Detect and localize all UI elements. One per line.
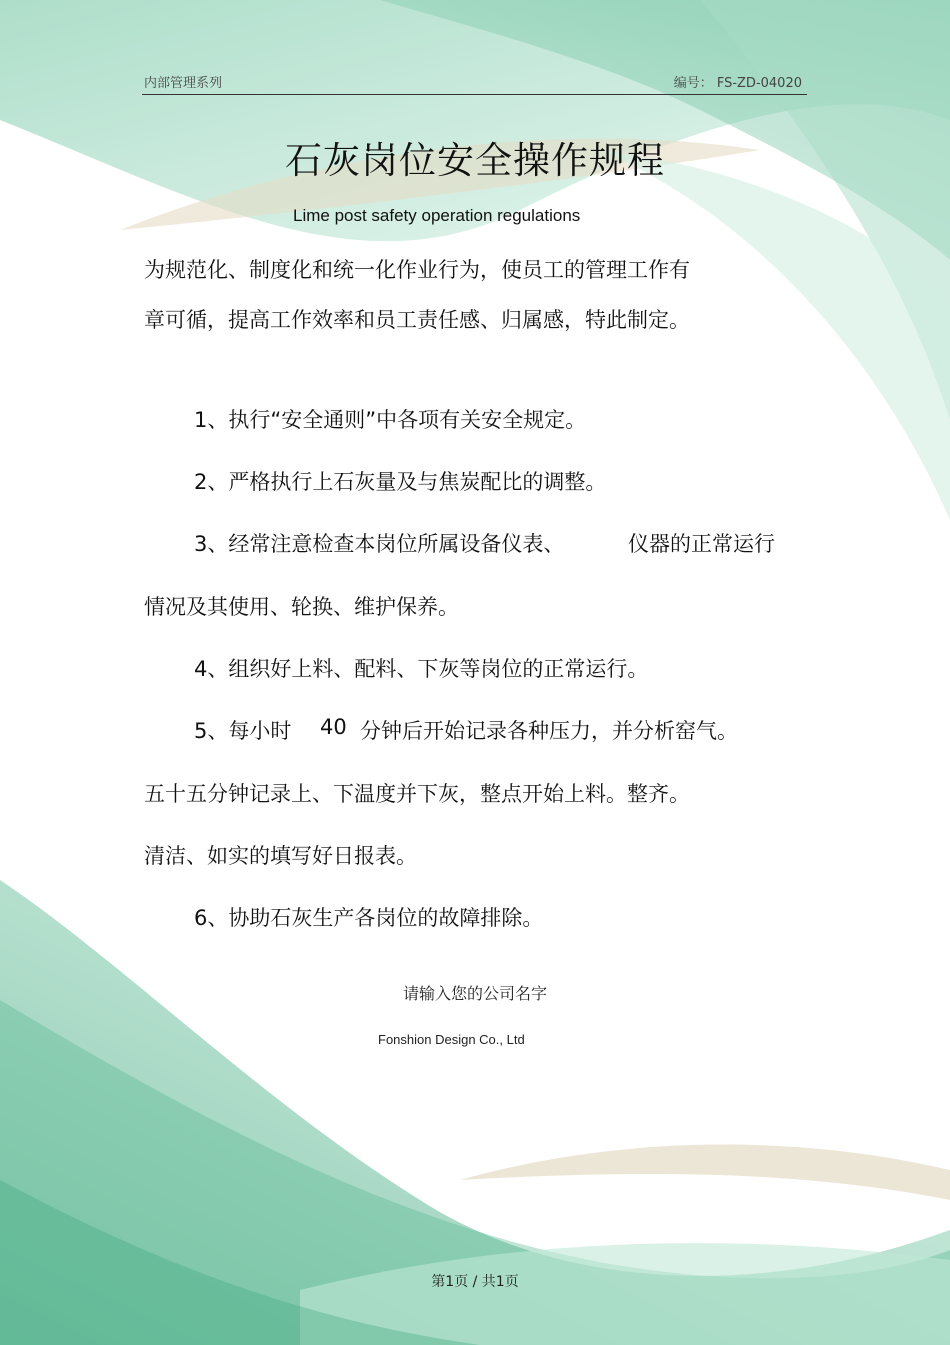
company-name-cn: 请输入您的公司名字 xyxy=(402,984,547,1003)
rule-item-2: 2、严格执行上石灰量及与焦炭配比的调整。 xyxy=(194,470,607,494)
rule-item-4: 4、组织好上料、配料、下灰等岗位的正常运行。 xyxy=(194,657,649,681)
rule-item-5-part-e: 清洁、如实的填写好日报表。 xyxy=(144,844,417,868)
page-number: 第1页 / 共1页 xyxy=(431,1274,519,1290)
intro-line-1: 为规范化、制度化和统一化作业行为，使员工的管理工作有 xyxy=(144,258,690,282)
rule-item-6: 6、协助石灰生产各岗位的故障排除。 xyxy=(194,906,544,930)
rule-item-3-part-c: 情况及其使用、轮换、维护保养。 xyxy=(144,595,459,619)
header-series: 内部管理系列 xyxy=(144,76,223,91)
rule-item-5-part-d: 五十五分钟记录上、下温度并下灰，整点开始上料。整齐。 xyxy=(144,782,690,806)
rule-item-5-number: 40 xyxy=(320,715,347,739)
rule-item-5-part-c: 分钟后开始记录各种压力，并分析窑气。 xyxy=(360,719,738,743)
company-name-en: Fonshion Design Co., Ltd xyxy=(378,1032,525,1047)
rule-item-3-part-a: 3、经常注意检查本岗位所属设备仪表、 xyxy=(194,532,565,556)
header-code: 编号： FS-ZD-04020 xyxy=(673,76,802,91)
document-subtitle: Lime post safety operation regulations xyxy=(293,206,581,225)
intro-line-2: 章可循，提高工作效率和员工责任感、归属感，特此制定。 xyxy=(144,308,690,332)
rule-item-3-part-b: 仪器的正常运行 xyxy=(628,532,775,556)
rule-item-5-part-a: 5、每小时 xyxy=(194,719,292,743)
document-title: 石灰岗位安全操作规程 xyxy=(285,139,665,182)
rule-item-1: 1、执行“安全通则”中各项有关安全规定。 xyxy=(194,408,587,432)
header-divider xyxy=(142,94,807,95)
